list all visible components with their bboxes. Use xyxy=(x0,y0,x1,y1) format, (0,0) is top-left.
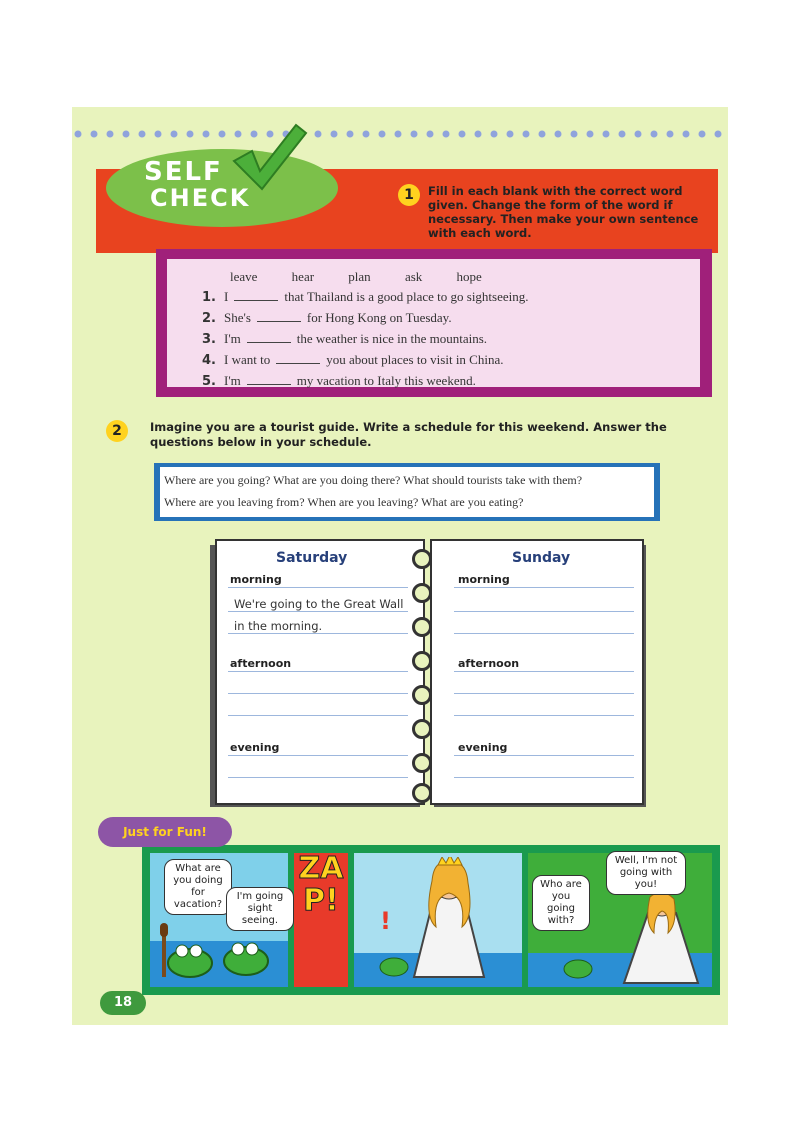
word-bank-item: hear xyxy=(291,269,315,284)
word-bank-item: plan xyxy=(348,269,371,284)
writing-line[interactable] xyxy=(228,671,408,672)
speech-bubble-1: What are you doing for vacation? xyxy=(164,859,232,915)
day-saturday: Saturday xyxy=(276,550,348,566)
answer-blank[interactable] xyxy=(257,311,301,322)
princess-illustration xyxy=(374,857,514,987)
exercise1-instruction: Fill in each blank with the correct word given. Change the form of the word if necessary. Then make your own sentence with each word. xyxy=(428,184,699,240)
writing-line[interactable] xyxy=(228,611,408,612)
title-self: SELF xyxy=(144,157,223,187)
sentence-end: that Thailand is a good place to go sightseeing. xyxy=(284,289,529,304)
textbook-page xyxy=(72,107,728,1025)
sentence-start: I want to xyxy=(223,352,271,367)
dotted-border xyxy=(72,129,728,139)
sentence-end: my vacation to Italy this weekend. xyxy=(296,373,476,388)
sentence-end: the weather is nice in the mountains. xyxy=(296,331,488,346)
exercise2-number-badge: 2 xyxy=(106,420,128,442)
speech-bubble-2: I'm going sight seeing. xyxy=(226,887,294,931)
writing-line[interactable] xyxy=(454,587,634,588)
saturday-evening-label: evening xyxy=(230,741,280,754)
writing-line[interactable] xyxy=(228,777,408,778)
writing-line[interactable] xyxy=(454,715,634,716)
frogs-illustration xyxy=(160,923,280,987)
writing-line[interactable] xyxy=(454,693,634,694)
exercise2-instruction: Imagine you are a tourist guide. Write a schedule for this weekend. Answer the questions below in your schedule. xyxy=(150,420,667,449)
writing-line[interactable] xyxy=(228,587,408,588)
sentence-number: 3. xyxy=(202,332,216,347)
word-bank-item: ask xyxy=(404,269,423,284)
sentence-end: for Hong Kong on Tuesday. xyxy=(306,310,452,325)
writing-line[interactable] xyxy=(228,633,408,634)
word-bank-item: hope xyxy=(456,269,482,284)
sunday-afternoon-label: afternoon xyxy=(458,657,520,670)
sentence-start: She's xyxy=(223,310,251,325)
writing-line[interactable] xyxy=(454,633,634,634)
sunday-morning-label: morning xyxy=(458,573,510,586)
zap-text: ZAP! xyxy=(298,853,344,918)
binder-ring-icon xyxy=(412,685,432,705)
example-answer-line-1: We're going to the Great Wall xyxy=(234,597,404,611)
sentence-3 xyxy=(202,331,487,347)
svg-text:!: ! xyxy=(380,907,391,935)
comic-panel-3 xyxy=(354,853,522,987)
title-check: CHECK xyxy=(150,184,251,212)
binder-ring-icon xyxy=(412,549,432,569)
just-for-fun-label: Just for Fun! xyxy=(98,817,232,847)
answer-blank[interactable] xyxy=(247,374,291,385)
checkmark-icon xyxy=(230,121,308,193)
binder-ring-icon xyxy=(412,583,432,603)
word-bank-item: leave xyxy=(230,269,258,284)
sentence-2 xyxy=(202,310,452,326)
writing-line[interactable] xyxy=(454,611,634,612)
word-bank xyxy=(230,269,513,285)
exercise1-number-badge: 1 xyxy=(398,184,420,206)
sentence-5 xyxy=(202,373,476,389)
sentence-number: 5. xyxy=(202,374,216,389)
answer-blank[interactable] xyxy=(247,332,291,343)
binder-ring-icon xyxy=(412,651,432,671)
binder-ring-icon xyxy=(412,783,432,803)
sentence-number: 1. xyxy=(202,290,216,305)
sentence-start: I'm xyxy=(223,373,241,388)
saturday-afternoon-label: afternoon xyxy=(230,657,292,670)
writing-line[interactable] xyxy=(454,777,634,778)
day-sunday: Sunday xyxy=(512,550,571,566)
sentence-end: you about places to visit in China. xyxy=(326,352,504,367)
speech-bubble-4: Well, I'm not going with you! xyxy=(606,851,686,895)
sentence-1 xyxy=(202,289,529,305)
speech-bubble-3: Who are you going with? xyxy=(532,875,590,931)
writing-line[interactable] xyxy=(228,693,408,694)
sunday-evening-label: evening xyxy=(458,741,508,754)
writing-line[interactable] xyxy=(454,671,634,672)
answer-blank[interactable] xyxy=(234,290,278,301)
writing-line[interactable] xyxy=(228,755,408,756)
page-number: 18 xyxy=(100,991,146,1015)
answer-blank[interactable] xyxy=(276,353,320,364)
comic-strip xyxy=(142,845,720,995)
writing-line[interactable] xyxy=(228,715,408,716)
sentence-number: 2. xyxy=(202,311,216,326)
questions-line-1: Where are you going? What are you doing there? What should tourists take with them? xyxy=(164,473,583,487)
questions-line-2: Where are you leaving from? When are you leaving? What are you eating? xyxy=(164,495,524,509)
comic-panel-2 xyxy=(294,853,348,987)
writing-line[interactable] xyxy=(454,755,634,756)
binder-ring-icon xyxy=(412,753,432,773)
example-answer-line-2: in the morning. xyxy=(234,619,323,633)
saturday-morning-label: morning xyxy=(230,573,282,586)
sentence-start: I'm xyxy=(223,331,241,346)
sentence-4 xyxy=(202,352,504,368)
sentence-start: I xyxy=(223,289,229,304)
binder-ring-icon xyxy=(412,719,432,739)
sentence-number: 4. xyxy=(202,353,216,368)
binder-ring-icon xyxy=(412,617,432,637)
